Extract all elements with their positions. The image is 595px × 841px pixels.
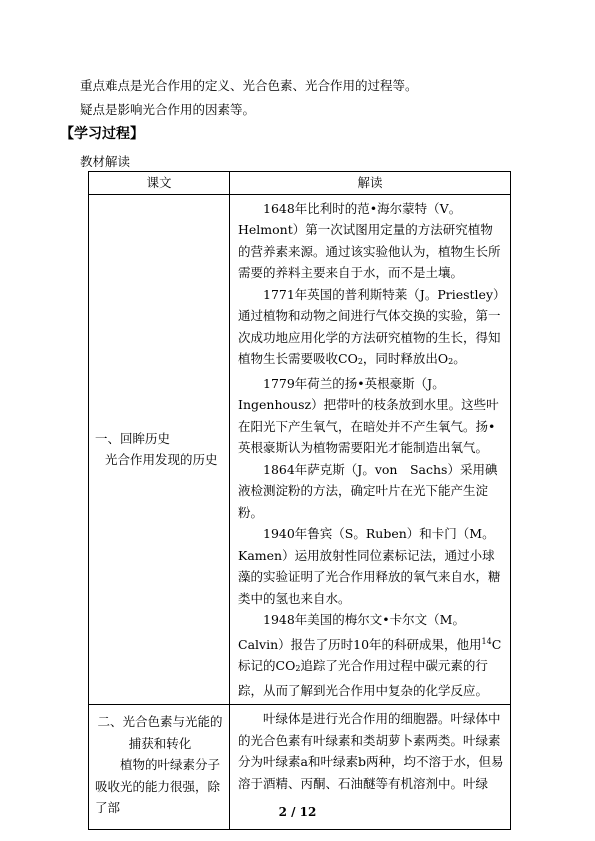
history-paragraph-1864: 1864年萨克斯（J。von Sachs）采用碘液检测淀粉的方法，确定叶片在光下能产生淀粉。 bbox=[238, 461, 498, 520]
row2-topic-title: 二、光合色素与光能的捕获和转化 bbox=[97, 714, 223, 751]
interpretation-table bbox=[88, 171, 511, 830]
table-header-row bbox=[89, 172, 511, 195]
history-paragraph-1940: 1940年鲁宾（S。Ruben）和卡门（M。Kamen）运用放射性同位素标记法，通过小球藻的实验证明了光合作用释放的氧气来自水，糖类中的氢也来自水。 bbox=[238, 526, 501, 606]
row1-topic-title: 一、回眸历史 bbox=[95, 430, 171, 446]
page-number: 2 / 12 bbox=[278, 805, 317, 819]
table-caption: 教材解读 bbox=[80, 154, 131, 169]
header-cell-interpretation: 解读 bbox=[230, 172, 511, 195]
row1-topic-subtitle: 光合作用发现的历史 bbox=[105, 452, 218, 468]
chloroplast-paragraph: 叶绿体是进行光合作用的细胞器。叶绿体中的光合色素有叶绿素和类胡萝卜素两类。叶绿素分为叶绿素a和叶绿素b两种，均不溶于水，但易溶于酒精、丙酮、石油醚等有机溶剂中。叶绿 bbox=[238, 711, 504, 791]
header-cell-text: 课文 bbox=[89, 172, 230, 195]
history-paragraph-1948: 1948年美国的梅尔文•卡尔文（M。Calvin）报告了历时10年的科研成果，他用$^{14}$C标记的CO2追踪了光合作用过程中碳元素的行踪，从而了解到光合作用中复杂的化学反应。 bbox=[238, 612, 502, 698]
row2-topic-body: 植物的叶绿素分子吸收光的能力很强，除了部 bbox=[95, 757, 221, 815]
row1-interpretation-cell bbox=[230, 194, 511, 705]
table-row bbox=[89, 194, 511, 705]
row1-topic-cell bbox=[89, 194, 230, 705]
intro-line-1: 重点难点是光合作用的定义、光合色素、光合作用的过程等。 bbox=[80, 78, 418, 93]
history-paragraph-1779: 1779年荷兰的扬•英根豪斯（J。Ingenhousz）把带叶的枝条放到水里。这些叶在阳光下产生氧气，在暗处并不产生氧气。扬•英根豪斯认为植物需要阳光才能制造出氧气。 bbox=[238, 375, 499, 455]
history-paragraph-1771: 1771年英国的普利斯特莱（J。Priestley）通过植物和动物之间进行气体交换的实验，第一次成功地应用化学的方法研究植物的生长，得知植物生长需要吸收CO2，同时释放出O2。 bbox=[238, 286, 501, 366]
history-paragraph-1648: 1648年比利时的范•海尔蒙特（V。Helmont）第一次试图用定量的方法研究植物的营养素来源。通过该实验他认为，植物生长所需要的养料主要来自于水，而不是土壤。 bbox=[238, 200, 501, 280]
intro-line-2: 疑点是影响光合作用的因素等。 bbox=[80, 102, 256, 117]
section-heading: 【学习过程】 bbox=[60, 126, 144, 142]
